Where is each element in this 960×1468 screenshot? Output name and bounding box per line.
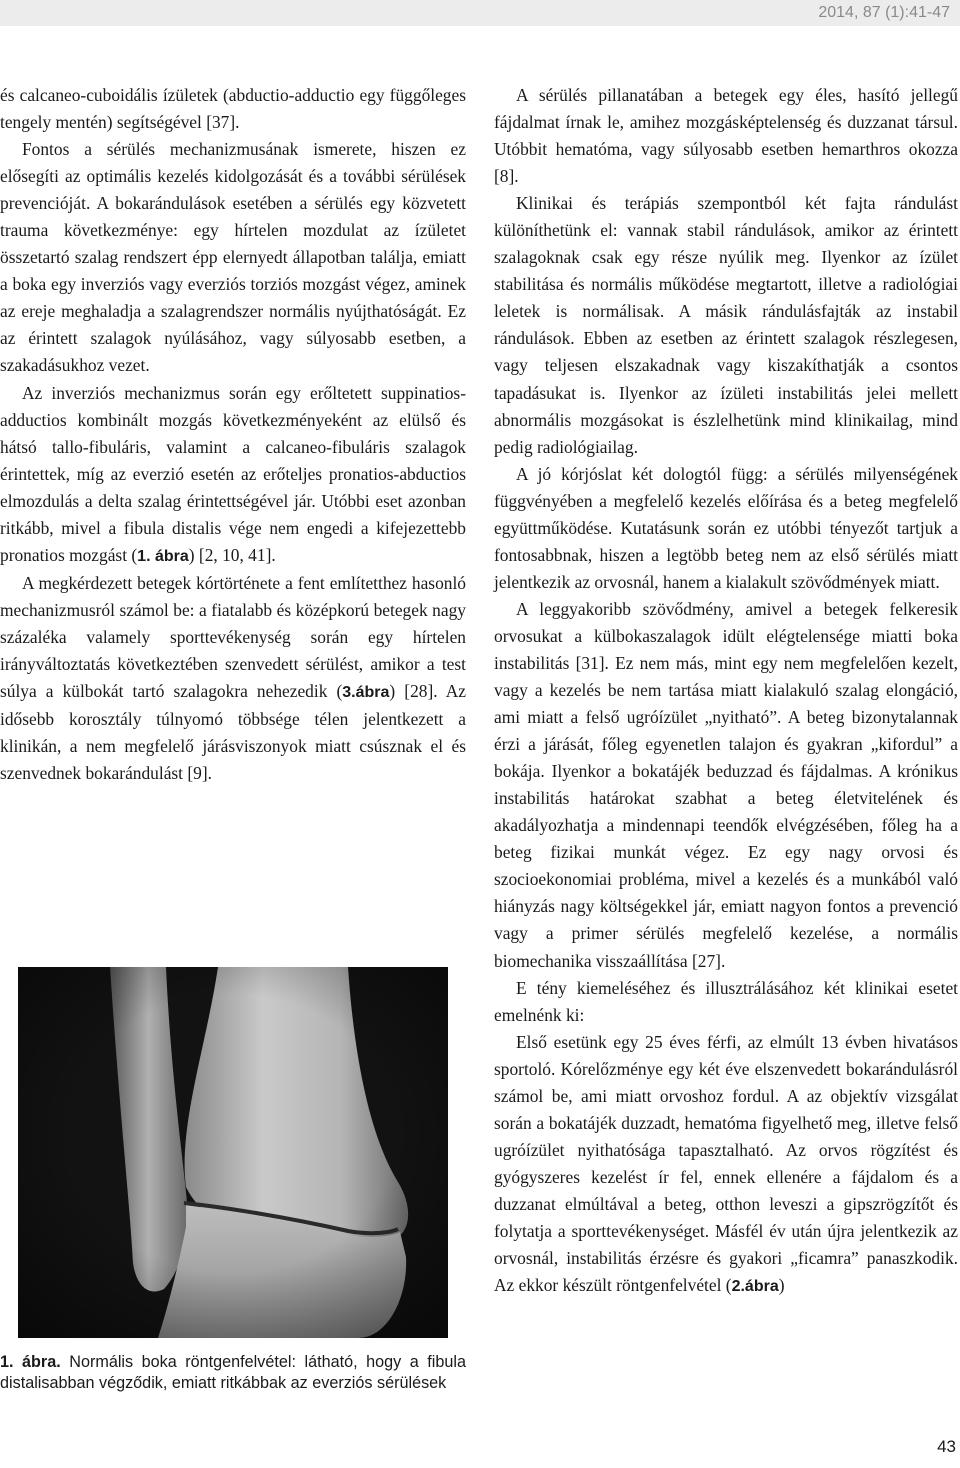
paragraph: A leggyakoribb szövődmény, amivel a betegek felkeresik orvosukat a külbokaszalagok idült elégtelensége miatti boka instabilitás [31]. Ez nem más, mint egy nem megfelelően kezelt, vagy a kezelés be nem tartása miatt kialakuló szalag elongáció, ami miatt a felső ugróízület „nyitható”. A beteg bizonytalannak érzi a járását, főleg egyenetlen talajon és gyakran „kifordul” a bokája. Ilyenkor a bokatájék beduzzad és fájdalmas. A krónikus instabilitás határokat szabhat a beteg életvitelének és akadályozhatja a mindennapi teendők elvégzésében, főleg ha a beteg fizikai munkát végez. Ez egy nagy orvosi és szocioekonomiai probléma, mivel a kezelés és a munkából való hiányzás nagy költségekkel jár, emiatt nagyon fontos a prevenció vagy a primer sérülés megfelelő kezelése, a normális biomechanika visszaállítása [27]. [494,598,958,971]
ankle-xray-illustration [18,967,448,1338]
paragraph: Klinikai és terápiás szempontból két fajta rándulást különíthetünk el: vannak stabil rándulások, amikor az érintett szalagoknak csak egy része nyúlik meg. Ilyenkor az ízület stabilitása és normális működése megtartott, illetve a radiológiai leletek is normálisak. A másik rándulásfajták az instabil rándulások. Ebben az esetben az érintett szalagok részlegesen, vagy teljesen elszakadnak vagy kiszakíthatják a csontos tapadásukat is. Ilyenkor az ízületi instabilitás jelei mellett abnormális mozgásokat is észlelhetünk mind klinikailag, mind pedig radiológiailag. [494,193,958,457]
page-number: 43 [937,1437,956,1456]
right-text-column [494,82,958,1300]
paragraph: A sérülés pillanatában a betegek egy éles, hasító jellegű fájdalmat írnak le, amihez mozgásképtelenség és duzzanat társul. Utóbbit hematóma, vagy súlyosabb esetben hemarthros okozza [8]. [494,85,958,187]
paragraph [0,380,466,570]
paragraph: A jó kórjóslat két dologtól függ: a sérülés milyenségének függvényében a megfelelő kezelés előírása és a beteg megfelelő együttműködése. Kutatásunk során ez utóbbi tényezőt tartjuk a fontosabbnak, hiszen a legtöbb beteg nem az első sérülés miatt jelentkezik az orvosnál, hanem a kialakult szövődmények miatt. [494,463,958,592]
figure-reference: 1. ábra [137,547,189,565]
figure-reference: 3.ábra [342,684,390,702]
figure-caption [0,1352,466,1394]
journal-citation: 2014, 87 (1):41-47 [818,4,950,21]
figure-caption-label: 1. ábra. [0,1353,61,1371]
paragraph-text: Az inverziós mechanizmus során egy erőltetett suppinatios-adductios kombinált mozgás következményeként az elülső és hátsó tallo-fibuláris, valamint a calcaneo-fibuláris szalagok érintettek, míg az everzió esetén az erőteljes pronatios-abductios elmozdulás a delta szalag érintettségével jár. Utóbbi eset azonban ritkább, mivel a fibula distalis vége nem engedi a kifejezettebb pronatios mozgást ( [0,382,466,565]
paragraph: E tény kiemeléséhez és illusztrálásához két klinikai esetet emelnénk ki: [494,977,958,1025]
paragraph: és calcaneo-cuboidális ízületek (abductio-adductio egy függőleges tengely mentén) segítségével [37]. [0,85,466,133]
paragraph-text: ) [28]. Az idősebb korosztály túlnyomó többsége télen jelentkezett a klinikán, a nem megfelelő járásviszonyok miatt csúsznak el és szenvednek bokarándulást [9]. [0,681,467,784]
paragraph: Fontos a sérülés mechanizmusának ismerete, hiszen ez elősegíti az optimális kezelés kidolgozását és a további sérülések prevencióját. A bokarándulások esetében a sérülés egy közvetett trauma következménye: egy hírtelen mozdulat az ízületet összetartó szalag rendszert épp elernyedt állapotban találja, emiatt a boka egy inverziós vagy everziós torziós mozgást végez, aminek az ereje meghaladja a szalagrendszer normális nyújthatóságát. Ez az érintett szalagok nyúlásához, vagy súlyosabb esetben, a szakadásukhoz vezet. [0,139,466,376]
ankle-xray-image [18,967,448,1338]
paragraph [0,570,466,787]
paragraph-text: ) [778,1275,785,1296]
paragraph-text: Első esetünk egy 25 éves férfi, az elmúlt 13 évben hivatásos sportoló. Kórelőzménye egy két éve elszenvedett bokarándulásról számol be, ami miatt orvoshoz fordul. A az objektív vizsgálat során a bokatájék duzzadt, hematóma figyelhető meg, illetve felső ugróízület nyithatósága tapasztalható. Az orvos rögzítést és gyógyszeres kezelést ír fel, ennek ellenére a fájdalom és a duzzanat elmúltával a beteg, otthon leveszi a gipszrögzítőt és folytatja a sporttevékenységet. Másfél év után újra jelentkezik az orvosnál, instabilitás érzésre és gyakori „ficamra” panaszkodik. Az ekkor készült röntgenfelvétel ( [494,1031,958,1296]
figure-caption-text: Normális boka röntgenfelvétel: látható, hogy a fibula distalisabban végződik, emiatt ritkábbak az everziós sérülések [0,1353,466,1392]
journal-header-band [0,0,960,26]
paragraph [494,1029,958,1300]
left-text-column [0,82,466,787]
paragraph-text: ) [2, 10, 41]. [188,544,276,565]
paragraph-text: A megkérdezett betegek kórtörténete a fent említetthez hasonló mechanizmusról számol be: a fiatalabb és középkorú betegek nagy százaléka valamely sporttevékenység során egy hírtelen irányváltoztatás következtében szenvedett sérülést, amikor a test súlya a külbokát tartó szalagokra nehezedik ( [0,572,466,702]
figure-reference: 2.ábra [731,1278,779,1296]
xray-vignette [18,967,448,1338]
